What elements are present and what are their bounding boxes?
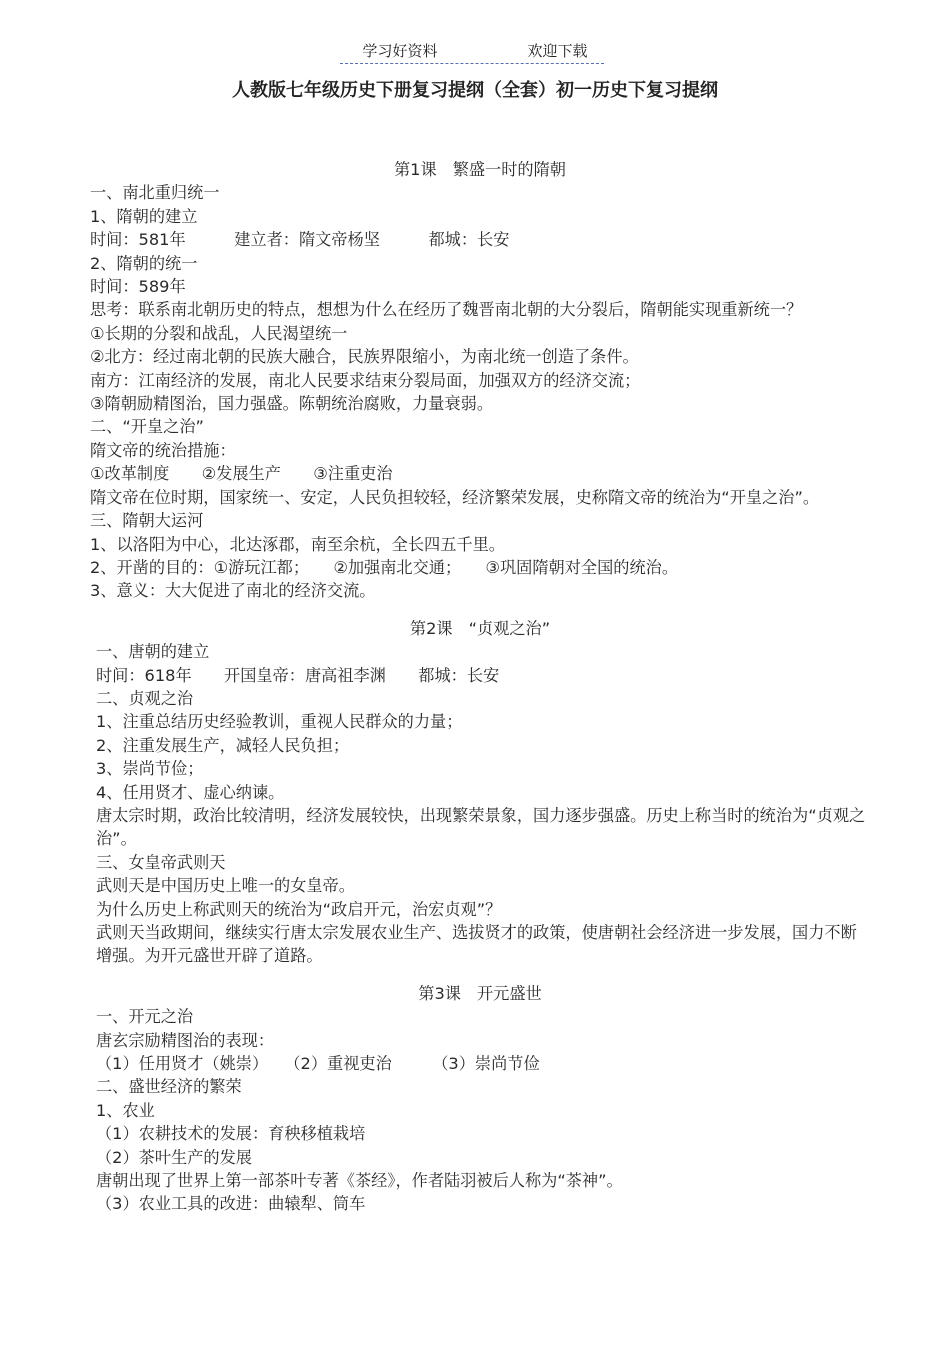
text-line: ①长期的分裂和战乱，人民渴望统一 bbox=[90, 323, 348, 343]
lesson-2-body bbox=[90, 640, 870, 968]
page-header bbox=[0, 40, 950, 61]
lesson-number: 第1课 bbox=[394, 160, 437, 179]
text-line: 2、注重发展生产，减轻人民负担； bbox=[96, 735, 350, 755]
text-line: 为什么历史上称武则天的统治为“政启开元，治宏贞观”？ bbox=[96, 899, 502, 919]
lesson-title: 繁盛一时的隋朝 bbox=[452, 160, 566, 179]
document-title: 人教版七年级历史下册复习提纲（全套）初一历史下复习提纲 bbox=[232, 80, 718, 101]
text-line: 4、任用贤才、虚心纳谏。 bbox=[96, 782, 285, 802]
text-line: 3、崇尚节俭； bbox=[96, 759, 204, 779]
text-line: 1、注重总结历史经验教训，重视人民群众的力量； bbox=[96, 712, 463, 732]
section-heading: 二、贞观之治 bbox=[96, 688, 194, 708]
section-heading: 三、女皇帝武则天 bbox=[96, 852, 226, 872]
text-line: 1、农业 bbox=[96, 1100, 155, 1120]
header-left-text: 学习好资料 bbox=[362, 42, 438, 60]
text-paragraph: 唐太宗时期，政治比较清明，经济发展较快，出现繁荣景象，国力逐步强盛。历史上称当时的统治为“贞观之治”。 bbox=[96, 805, 866, 849]
lesson-3-heading bbox=[90, 982, 870, 1005]
text-line: ②北方：经过南北朝的民族大融合，民族界限缩小，为南北统一创造了条件。 bbox=[90, 347, 639, 367]
section-heading: 二、盛世经济的繁荣 bbox=[96, 1077, 242, 1097]
section-heading: 一、南北重归统一 bbox=[90, 183, 220, 203]
text-line: 2、隋朝的统一 bbox=[90, 253, 198, 273]
lesson-number: 第2课 bbox=[409, 618, 453, 638]
text-paragraph: 隋文帝在位时期，国家统一、安定，人民负担较轻，经济繁荣发展，史称隋文帝的统治为“开皇之治”。 bbox=[90, 487, 820, 507]
section-heading: 一、唐朝的建立 bbox=[96, 642, 210, 662]
text-line: （2）茶叶生产的发展 bbox=[96, 1147, 252, 1167]
text-line: 时间：581年 建立者：隋文帝杨坚 都城：长安 bbox=[90, 230, 510, 250]
text-line: （3）农业工具的改进：曲辕犁、筒车 bbox=[96, 1194, 366, 1214]
text-line: ③隋朝励精图治，国力强盛。陈朝统治腐败，力量衰弱。 bbox=[90, 394, 494, 414]
lesson-2-heading bbox=[90, 617, 870, 640]
section-heading: 二、“开皇之治” bbox=[90, 417, 204, 437]
lesson-title: 开元盛世 bbox=[476, 983, 542, 1003]
text-paragraph: 武则天当政期间，继续实行唐太宗发展农业生产、选拔贤才的政策，使唐朝社会经济进一步发展，国力不断增强。为开元盛世开辟了道路。 bbox=[96, 923, 857, 966]
section-heading: 三、隋朝大运河 bbox=[90, 511, 204, 531]
text-line: 南方：江南经济的发展，南北人民要求结束分裂局面，加强双方的经济交流； bbox=[90, 370, 641, 390]
text-line: 2、开凿的目的：①游玩江都； ②加强南北交通； ③巩固隋朝对全国的统治。 bbox=[90, 557, 679, 577]
text-line: 时间：618年 开国皇帝：唐高祖李渊 都城：长安 bbox=[96, 665, 500, 685]
lesson-1-heading bbox=[90, 158, 870, 181]
text-line: 唐玄宗励精图治的表现： bbox=[96, 1030, 275, 1050]
text-line: （1）农耕技术的发展：育秧移植栽培 bbox=[96, 1124, 366, 1144]
lesson-3-body bbox=[90, 1005, 870, 1216]
header-right-text: 欢迎下载 bbox=[527, 42, 588, 60]
text-paragraph: 思考：联系南北朝历史的特点，想想为什么在经历了魏晋南北朝的大分裂后，隋朝能实现重新统一？ bbox=[90, 300, 803, 320]
text-line: 武则天是中国历史上唯一的女皇帝。 bbox=[96, 876, 355, 896]
document-body bbox=[90, 158, 870, 1216]
text-line: （1）任用贤才（姚崇） （2）重视吏治 （3）崇尚节俭 bbox=[96, 1054, 540, 1074]
text-line: 1、以洛阳为中心，北达涿郡，南至余杭，全长四五千里。 bbox=[90, 534, 505, 554]
text-line: 3、意义：大大促进了南北的经济交流。 bbox=[90, 581, 376, 601]
text-line: 唐朝出现了世界上第一部茶叶专著《茶经》，作者陆羽被后人称为“茶神”。 bbox=[96, 1171, 623, 1191]
text-line: 1、隋朝的建立 bbox=[90, 206, 198, 226]
lesson-number: 第3课 bbox=[418, 983, 461, 1003]
text-line: 时间：589年 bbox=[90, 277, 186, 297]
text-line: 隋文帝的统治措施： bbox=[90, 440, 236, 460]
header-divider bbox=[340, 63, 604, 64]
section-heading: 一、开元之治 bbox=[96, 1007, 194, 1027]
lesson-title: “贞观之治” bbox=[468, 618, 551, 638]
text-line: ①改革制度 ②发展生产 ③注重吏治 bbox=[90, 464, 393, 484]
